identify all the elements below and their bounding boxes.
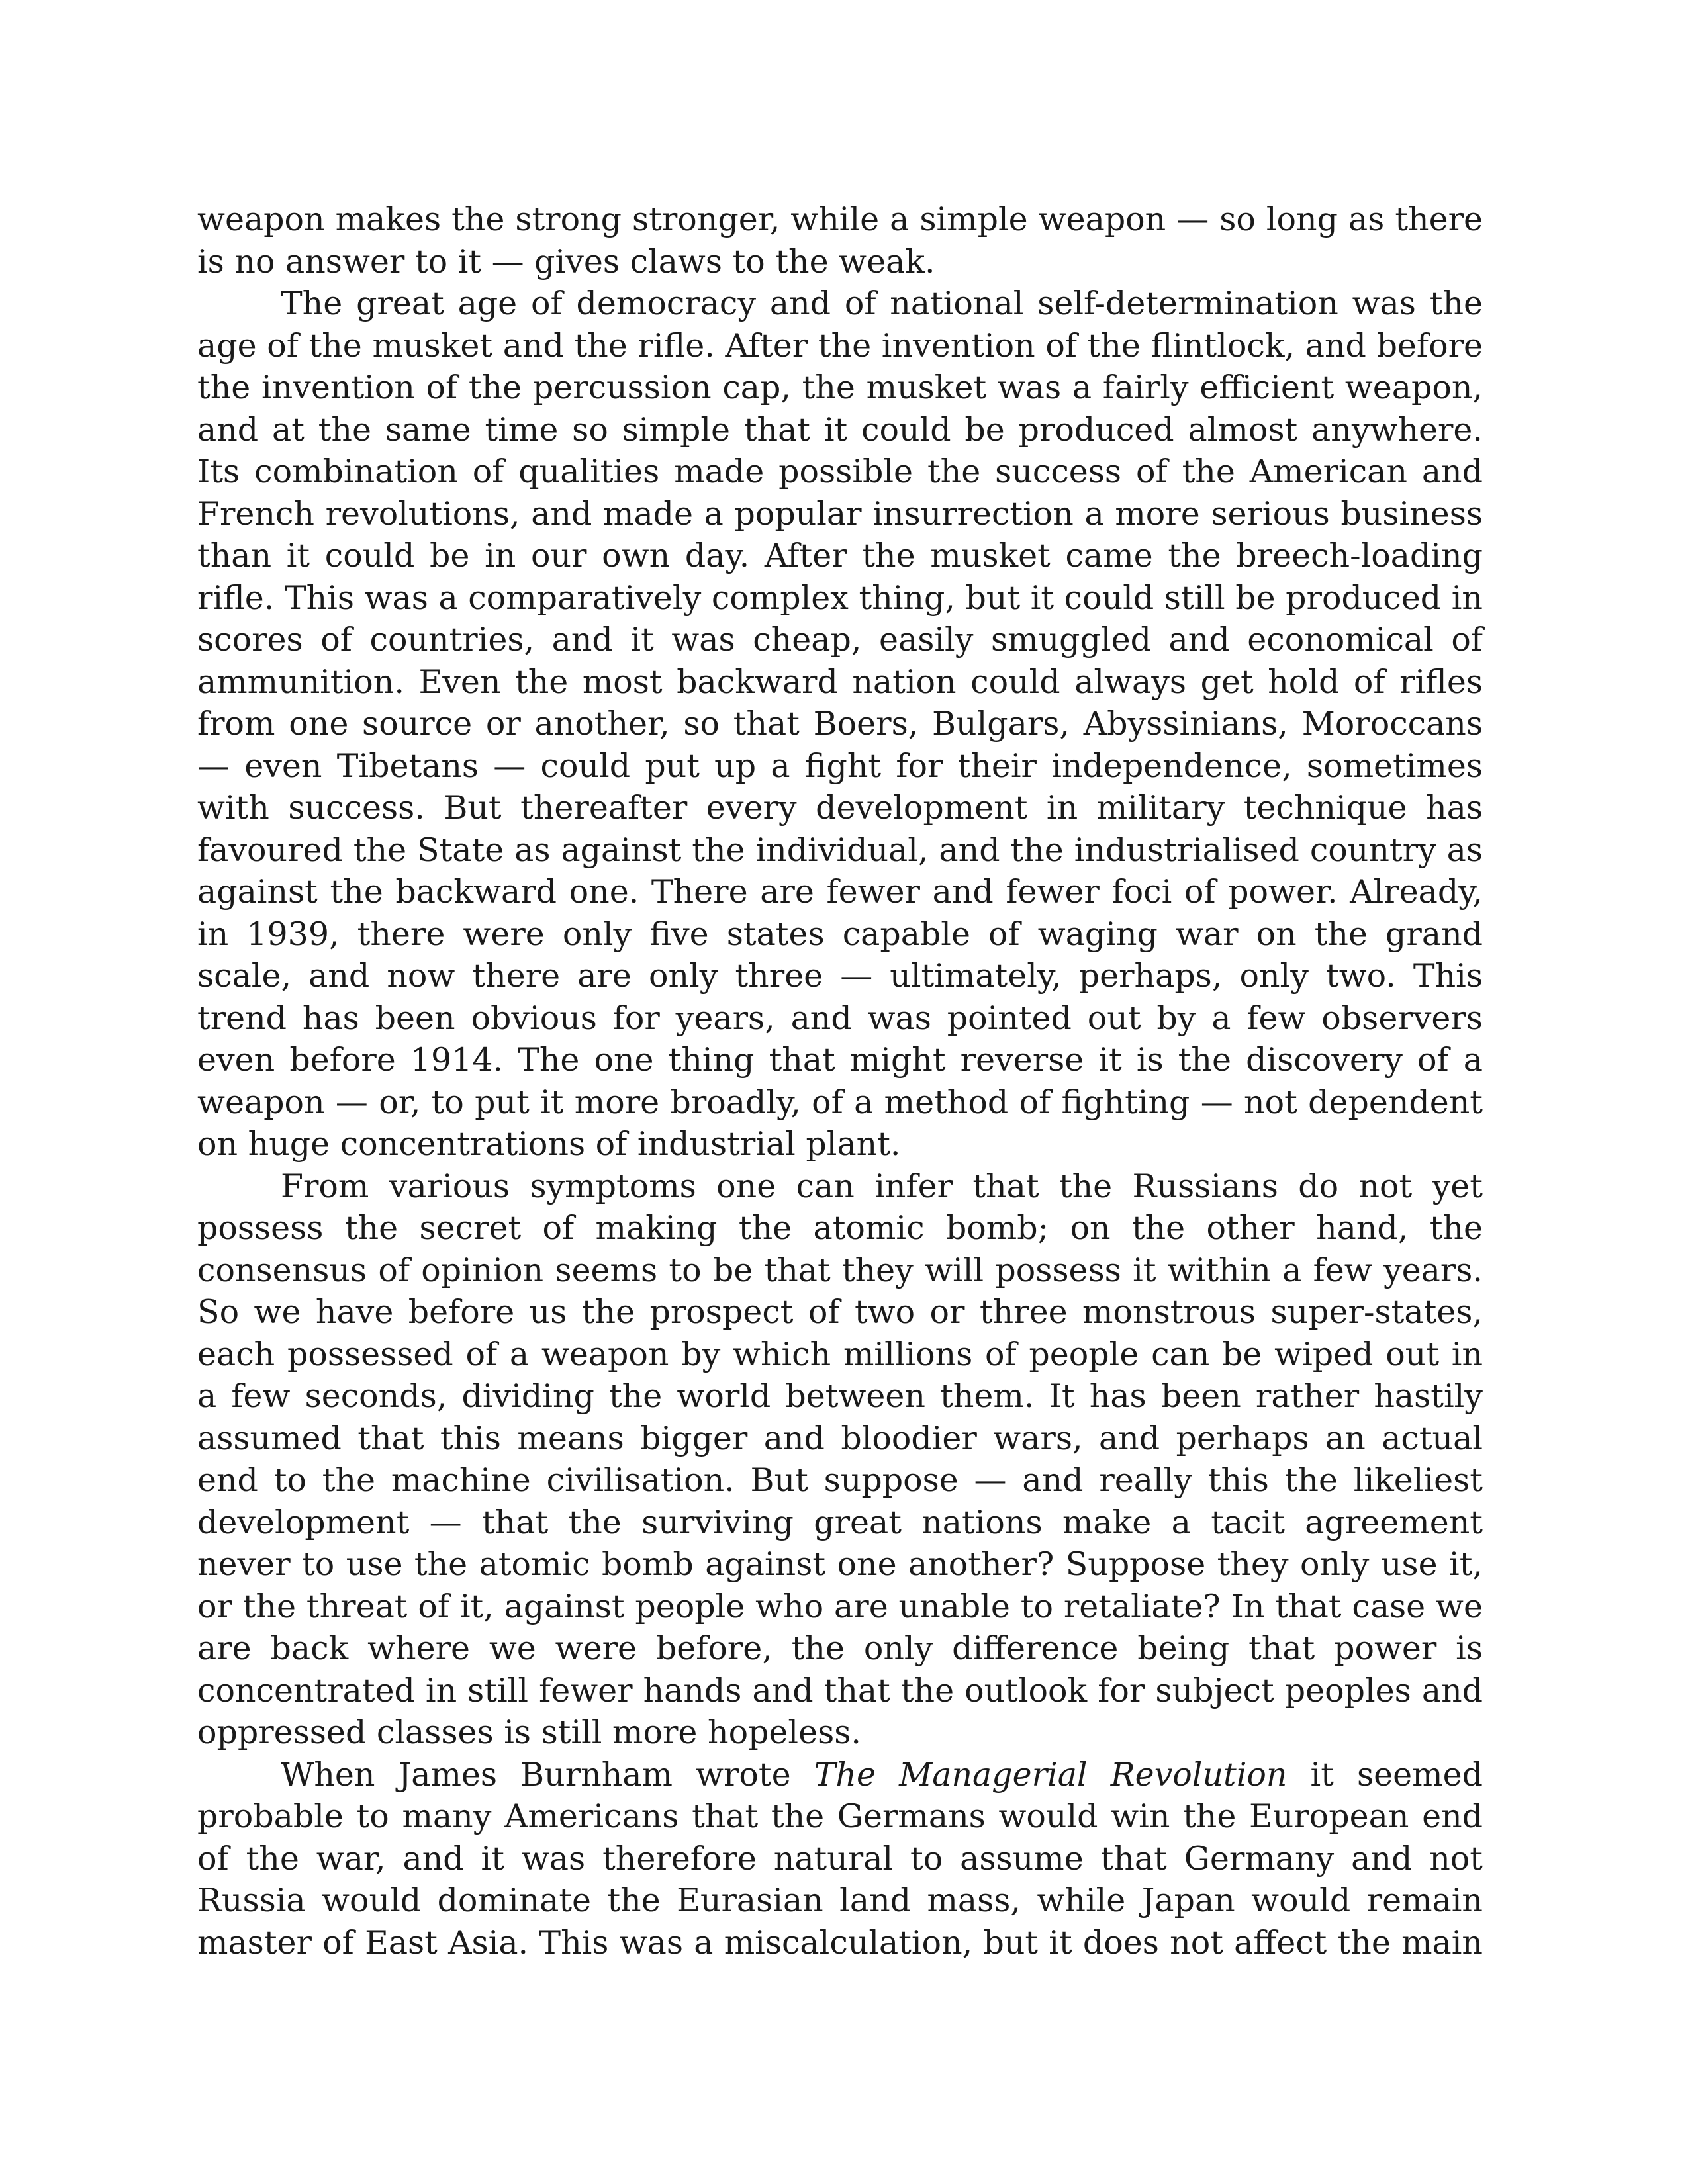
paragraph-burnham-rest: it seemed probable to many Americans that the Germans would win the European end of the war, and it was therefore natural to assume that Germany and not Russia would dominate the Eurasian land mass, while Japan would remain master of East Asia. This was a miscalculation, but it does not affect the main <box>197 1755 1483 1962</box>
paragraph-burnham <box>197 1754 1483 1964</box>
document-page <box>197 199 1483 1964</box>
paragraph-atomic-bomb: From various symptoms one can infer that the Russians do not yet possess the secret of making the atomic bomb; on the other hand, the consensus of opinion seems to be that they will possess it within a few years. So we have before us the prospect of two or three monstrous super-states, each possessed of a weapon by which millions of people can be wiped out in a few seconds, dividing the world between them. It has been rather hastily assumed that this means bigger and bloodier wars, and perhaps an actual end to the machine civilisation. But suppose — and really this the likeliest development — that the surviving great nations make a tacit agreement never to use the atomic bomb against one another? Suppose they only use it, or the threat of it, against people who are unable to retaliate? In that case we are back where we were before, the only difference being that power is concentrated in still fewer hands and that the outlook for subject peoples and oppressed classes is still more hopeless. <box>197 1167 1483 1751</box>
book-title: The Managerial Revolution <box>814 1755 1288 1794</box>
paragraph-burnham-lead: When James Burnham wrote <box>281 1755 814 1794</box>
paragraph-musket-and-rifle: The great age of democracy and of national self-determination was the age of the musket and the rifle. After the invention of the flintlock, and before the invention of the percussion cap, the musket was a fairly efficient weapon, and at the same time so simple that it could be produced almost anywhere. Its combination of qualities made possible the success of the American and French revolutions, and made a popular insurrection a more serious business than it could be in our own day. After the musket came the breech-loading rifle. This was a comparatively complex thing, but it could still be produced in scores of countries, and it was cheap, easily smuggled and economical of ammunition. Even the most backward nation could always get hold of rifles from one source or another, so that Boers, Bulgars, Abyssinians, Moroccans — even Tibetans — could put up a fight for their independence, sometimes with success. But thereafter every development in military technique has favoured the State as against the individual, and the industrialised country as against the backward one. There are fewer and fewer foci of power. Already, in 1939, there were only five states capable of waging war on the grand scale, and now there are only three — ultimately, perhaps, only two. This trend has been obvious for years, and was pointed out by a few observers even before 1914. The one thing that might reverse it is the discovery of a weapon — or, to put it more broadly, of a method of fighting — not dependent on huge concentrations of industrial plant. <box>197 285 1483 1163</box>
paragraph-continuation: weapon makes the strong stronger, while a simple weapon — so long as there is no answer to it — gives claws to the weak. <box>197 201 1483 281</box>
